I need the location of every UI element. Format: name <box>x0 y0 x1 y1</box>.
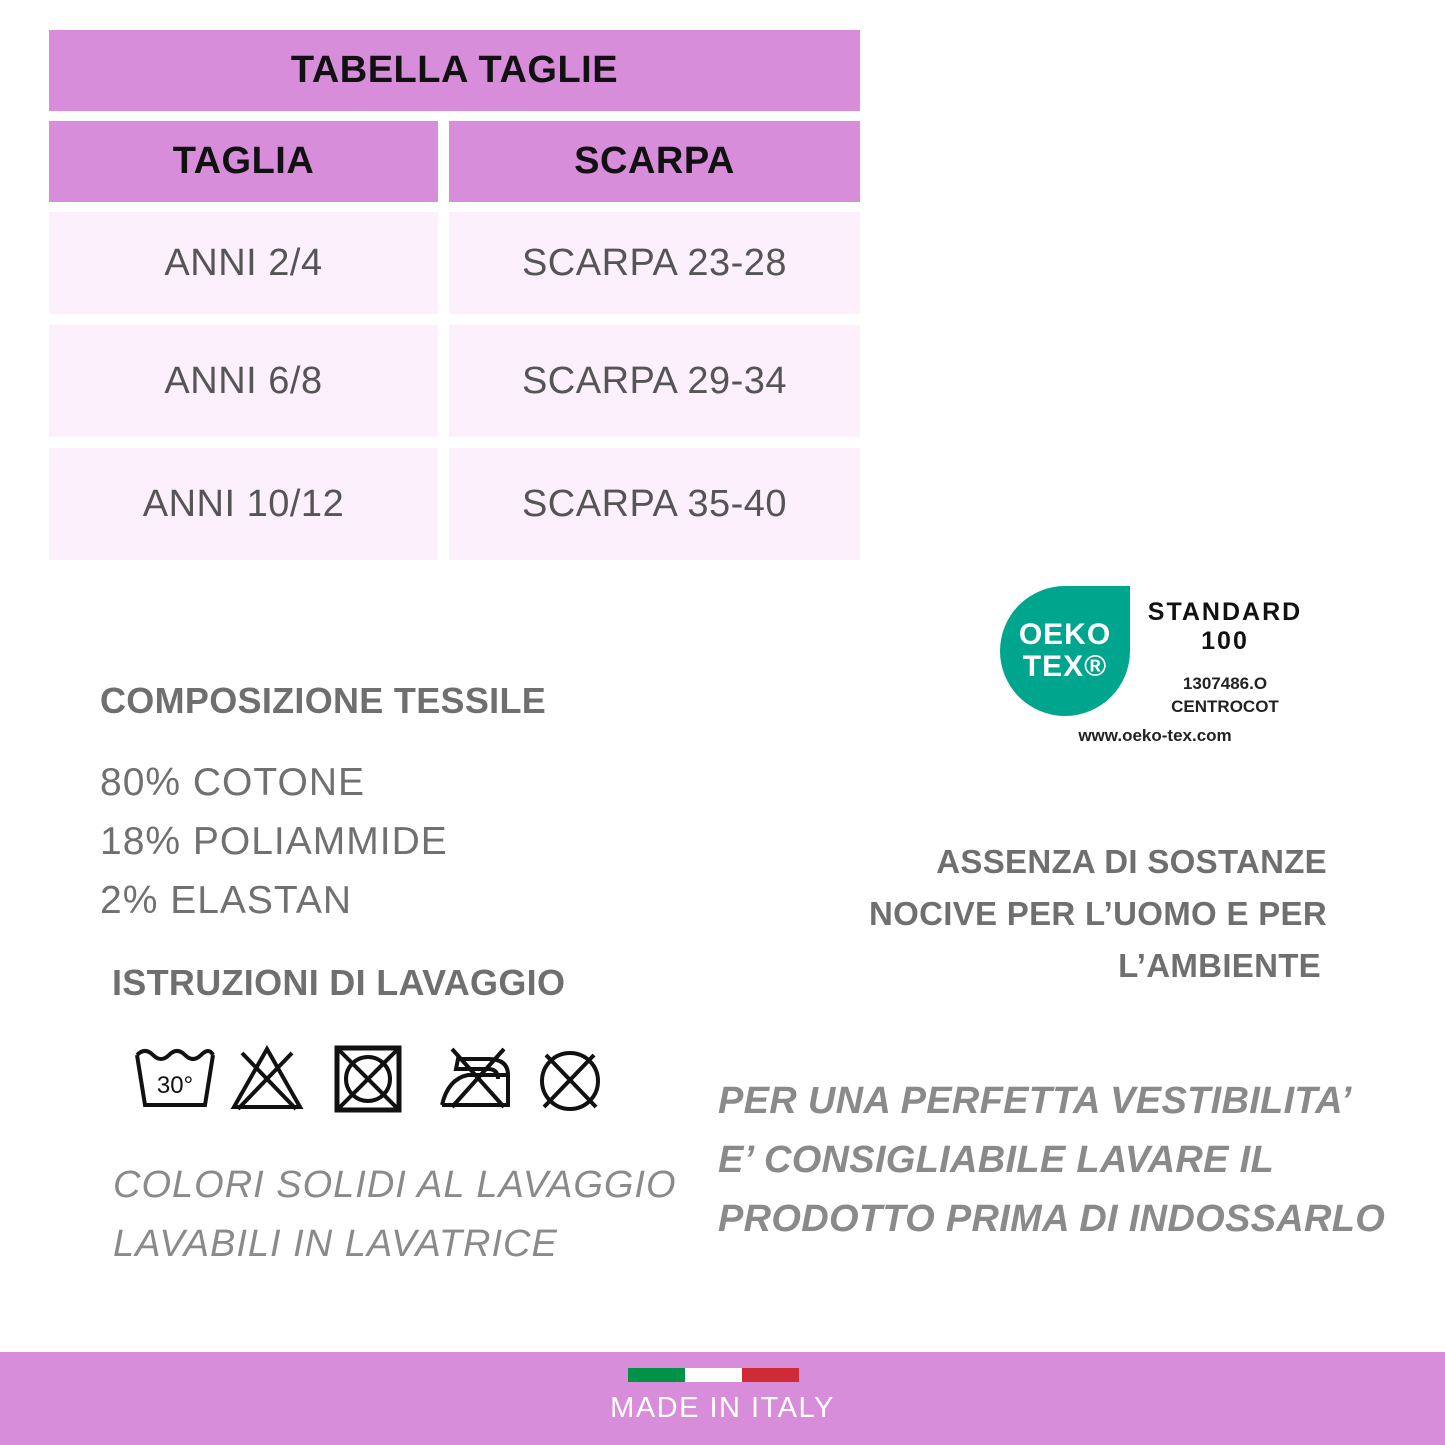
table-cell-size: ANNI 6/8 <box>49 325 438 437</box>
oeko-institute: CENTROCOT <box>1171 697 1279 716</box>
oeko-certificate <box>1150 672 1300 718</box>
oeko-certificate-number: 1307486.O <box>1182 674 1268 693</box>
wash-advice-line: PRODOTTO PRIMA DI INDOSSARLO <box>718 1198 1386 1240</box>
safety-text <box>869 836 1327 992</box>
composition-item: 80% COTONE <box>100 761 366 804</box>
wash-advice-line: PER UNA PERFETTA VESTIBILITA’ <box>718 1080 1352 1122</box>
oeko-tex-logo <box>1000 586 1130 716</box>
table-cell-size: ANNI 2/4 <box>49 212 438 314</box>
italian-flag-icon <box>628 1368 799 1382</box>
flag-red-stripe <box>742 1368 799 1382</box>
oeko-url: www.oeko-tex.com <box>1078 726 1232 745</box>
wash-30-icon <box>135 1045 215 1111</box>
composition-item: 2% ELASTAN <box>100 879 353 922</box>
table-cell-shoe: SCARPA 35-40 <box>449 448 860 560</box>
wash-advice <box>718 1072 1385 1249</box>
header-scarpa: SCARPA <box>449 121 860 202</box>
table-cell-shoe: SCARPA 23-28 <box>449 212 860 314</box>
composition-heading: COMPOSIZIONE TESSILE <box>100 680 547 721</box>
oeko-standard-label: STANDARD <box>1147 598 1303 626</box>
no-iron-icon <box>438 1045 512 1111</box>
wash-temperature-label: 30° <box>156 1072 194 1099</box>
made-in-italy-label: MADE IN ITALY <box>610 1392 835 1424</box>
safety-line: L’AMBIENTE <box>1118 947 1321 984</box>
oeko-logo-line1: OEKO <box>1018 618 1112 651</box>
washing-heading: ISTRUZIONI DI LAVAGGIO <box>112 962 566 1003</box>
header-taglia: TAGLIA <box>49 121 438 202</box>
no-dry-clean-icon <box>536 1045 604 1113</box>
flag-white-stripe <box>685 1368 742 1382</box>
flag-green-stripe <box>628 1368 685 1382</box>
composition-item: 18% POLIAMMIDE <box>100 820 448 863</box>
safety-line: ASSENZA DI SOSTANZE <box>936 843 1327 880</box>
no-bleach-icon <box>230 1045 304 1111</box>
oeko-logo-line2: TEX® <box>1022 650 1108 683</box>
oeko-standard <box>1140 598 1310 656</box>
table-cell-size: ANNI 10/12 <box>49 448 438 560</box>
safety-line: NOCIVE PER L’UOMO E PER <box>869 895 1327 932</box>
table-cell-shoe: SCARPA 29-34 <box>449 325 860 437</box>
no-tumble-dry-icon <box>334 1045 402 1113</box>
size-table-title: TABELLA TAGLIE <box>49 30 860 111</box>
oeko-standard-number: 100 <box>1201 627 1249 655</box>
wash-note: LAVABILI IN LAVATRICE <box>113 1223 558 1265</box>
wash-note: COLORI SOLIDI AL LAVAGGIO <box>113 1164 677 1206</box>
wash-advice-line: E’ CONSIGLIABILE LAVARE IL <box>718 1139 1274 1181</box>
